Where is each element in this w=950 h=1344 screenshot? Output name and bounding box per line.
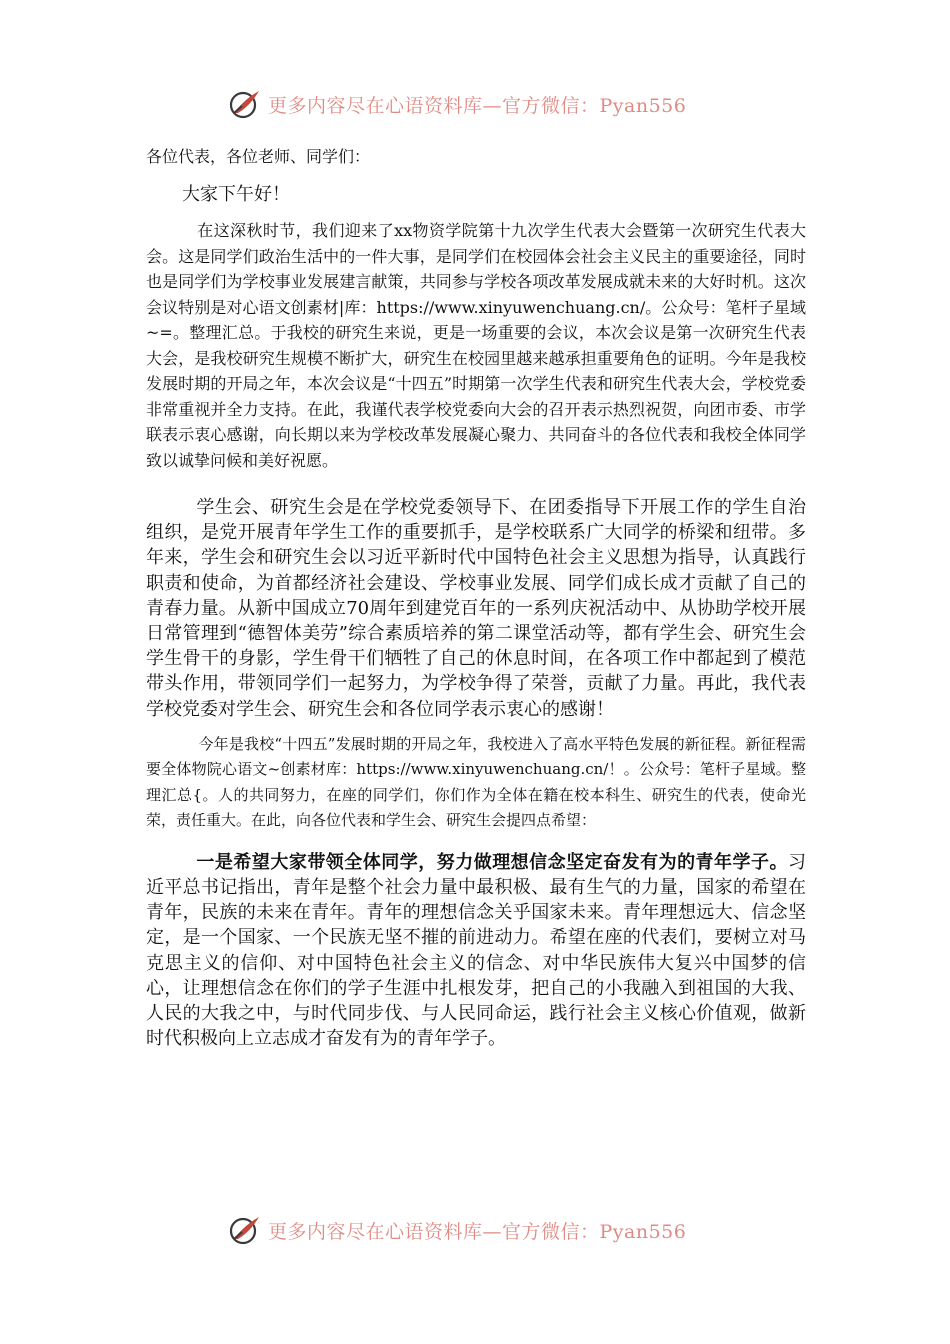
paragraph-4-lead: 一是希望大家带领全体同学，努力做理想信念坚定奋发有为的青年学子。 (196, 851, 788, 873)
greeting: 大家下午好！ (182, 184, 290, 205)
footer-banner (228, 1212, 748, 1248)
quill-logo-icon (228, 87, 262, 121)
paragraph-3: 今年是我校“十四五”发展时期的开局之年，我校进入了高水平特色发展的新征程。新征程需要全体物院心语文~创素材库：https://www.xinyuwenchuang.cn/！。公众号：笔杆子星域。整理汇总{。人的共同努力，在座的同学们，你们作为全体在籍在校本科生、研究生的代表，使命光荣，责任重大。在此，向各位代表和学生会、研究生会提四点希望： (146, 734, 806, 830)
header-banner (228, 86, 748, 122)
paragraph-2: 学生会、研究生会是在学校党委领导下、在团委指导下开展工作的学生自治组织，是党开展青年学生工作的重要抓手，是学校联系广大同学的桥梁和纽带。多年来，学生会和研究生会以习近平新时代中国特色社会主义思想为指导，认真践行职责和使命，为首都经济社会建设、学校事业发展、同学们成长成才贡献了自己的青春力量。从新中国成立70周年到建党百年的一系列庆祝活动中、从协助学校开展日常管理到“德智体美劳”综合素质培养的第二课堂活动等，都有学生会、研究生会学生骨干的身影，学生骨干们牺牲了自己的休息时间，在各项工作中都起到了模范带头作用，带领同学们一起努力，为学校争得了荣誉，贡献了力量。再此，我代表学校党委对学生会、研究生会和各位同学表示衷心的感谢！ (146, 497, 806, 720)
letter-body (146, 144, 806, 1051)
paragraph-4-body: 习近平总书记指出，青年是整个社会力量中最积极、最有生气的力量，国家的希望在青年，民族的未来在青年。青年的理想信念关乎国家未来。青年理想远大、信念坚定，是一个国家、一个民族无坚不摧的前进动力。希望在座的代表们，要树立对马克思主义的信仰、对中国特色社会主义的信念、对中华民族伟大复兴中国梦的信心，让理想信念在你们的学子生涯中扎根发芽，把自己的小我融入到祖国的大我、人民的大我之中，与时代同步伐、与人民同命运，践行社会主义核心价值观，做新时代积极向上立志成才奋发有为的青年学子。 (146, 851, 806, 1050)
paragraph-4 (146, 850, 806, 1052)
banner-text: 更多内容尽在心语资料库—官方微信：Pyan556 (268, 94, 687, 117)
banner-text: 更多内容尽在心语资料库—官方微信：Pyan556 (268, 1220, 687, 1243)
salutation: 各位代表，各位老师、同学们： (146, 147, 371, 166)
paragraph-1: 在这深秋时节，我们迎来了xx物资学院第十九次学生代表大会暨第一次研究生代表大会。这是同学们政治生活中的一件大事，是同学们在校园体会社会主义民主的重要途径，同时也是同学们为学校事业发展建言献策，共同参与学校各项改革发展成就未来的大好时机。这次会议特别是对心语文创素材|库：https://www.xinyuwenchuang.cn/。公众号：笔杆子星域~=。整理汇总。于我校的研究生来说，更是一场重要的会议，本次会议是第一次研究生代表大会，是我校研究生规模不断扩大，研究生在校园里越来越承担重要角色的证明。今年是我校发展时期的开局之年，本次会议是“十四五”时期第一次学生代表和研究生代表大会，学校党委非常重视并全力支持。在此，我谨代表学校党委向大会的召开表示热烈祝贺，向团市委、市学联表示衷心感谢，向长期以来为学校改革发展凝心聚力、共同奋斗的各位代表和我校全体同学致以诚挚问候和美好祝愿。 (146, 221, 806, 470)
quill-logo-icon (228, 1213, 262, 1247)
